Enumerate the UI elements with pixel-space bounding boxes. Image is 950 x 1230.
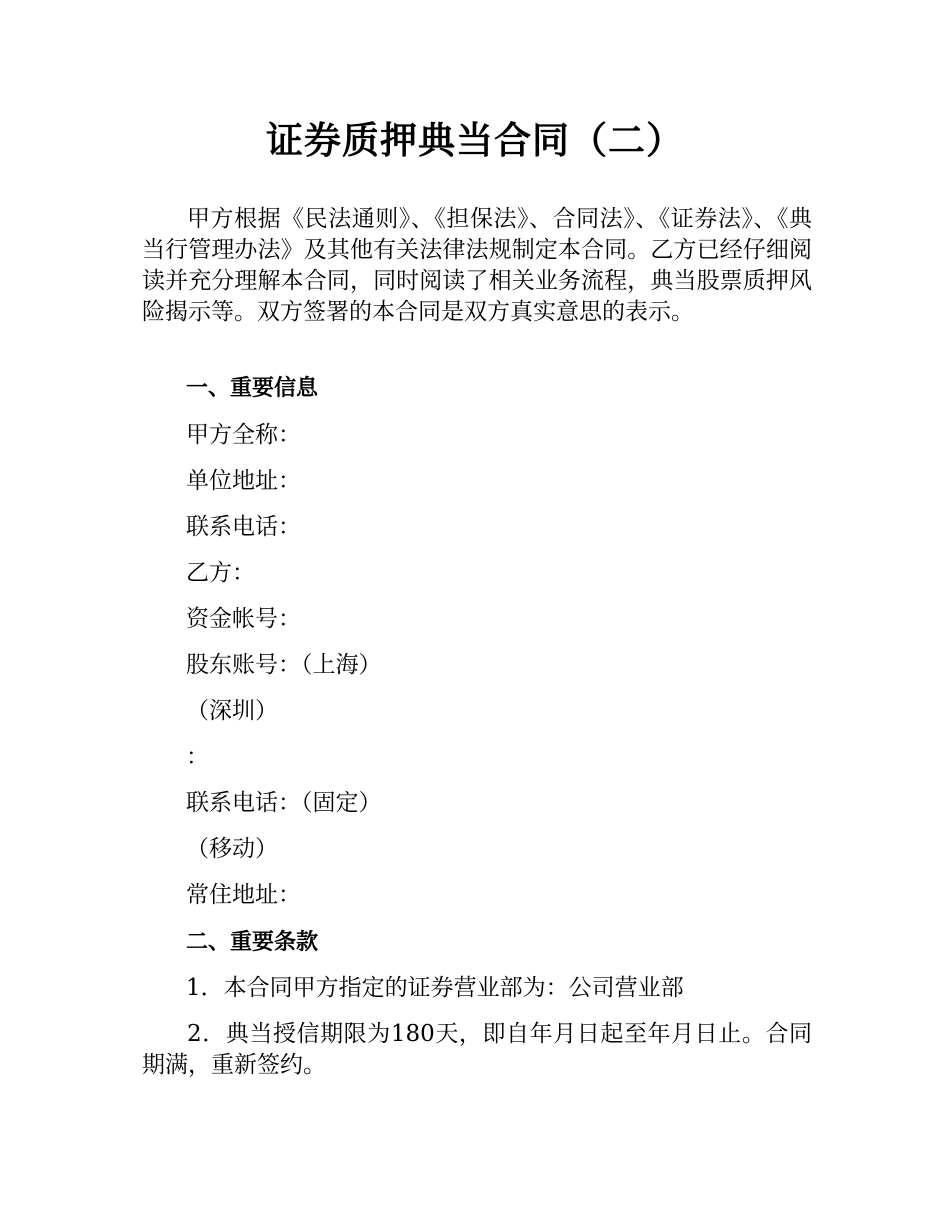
field-residence: 常住地址：	[186, 882, 301, 908]
section-heading-important-info: 一、重要信息	[186, 376, 319, 401]
clause-1: 1．本合同甲方指定的证券营业部为：公司营业部	[186, 975, 684, 1001]
field-phone-a: 联系电话：	[186, 514, 301, 540]
field-shareholder-account-shanghai: 股东账号：（上海）	[186, 652, 382, 678]
field-unit-address: 单位地址：	[186, 468, 301, 494]
field-phone-mobile: （移动）	[186, 836, 278, 862]
clause-2: 2．典当授信期限为180天，即自年月日起至年月日止。合同期满，重新签约。	[142, 1021, 812, 1078]
document-title: 证券质押典当合同（二）	[266, 119, 684, 162]
field-phone-fixed: 联系电话：（固定）	[186, 790, 382, 816]
field-colon-line: ：	[186, 744, 209, 770]
field-party-a-name: 甲方全称：	[186, 422, 301, 448]
field-fund-account: 资金帐号：	[186, 606, 301, 632]
section-heading-important-clauses: 二、重要条款	[186, 930, 319, 955]
intro-paragraph: 甲方根据《民法通则》、《担保法》、合同法》、《证券法》、《典当行管理办法》及其他有关法律法规制定本合同。乙方已经仔细阅读并充分理解本合同，同时阅读了相关业务流程，典当股票质押风险揭示等。双方签署的本合同是双方真实意思的表示。	[142, 206, 812, 325]
field-shareholder-account-shenzhen: （深圳）	[186, 698, 278, 724]
field-party-b: 乙方：	[186, 560, 255, 586]
